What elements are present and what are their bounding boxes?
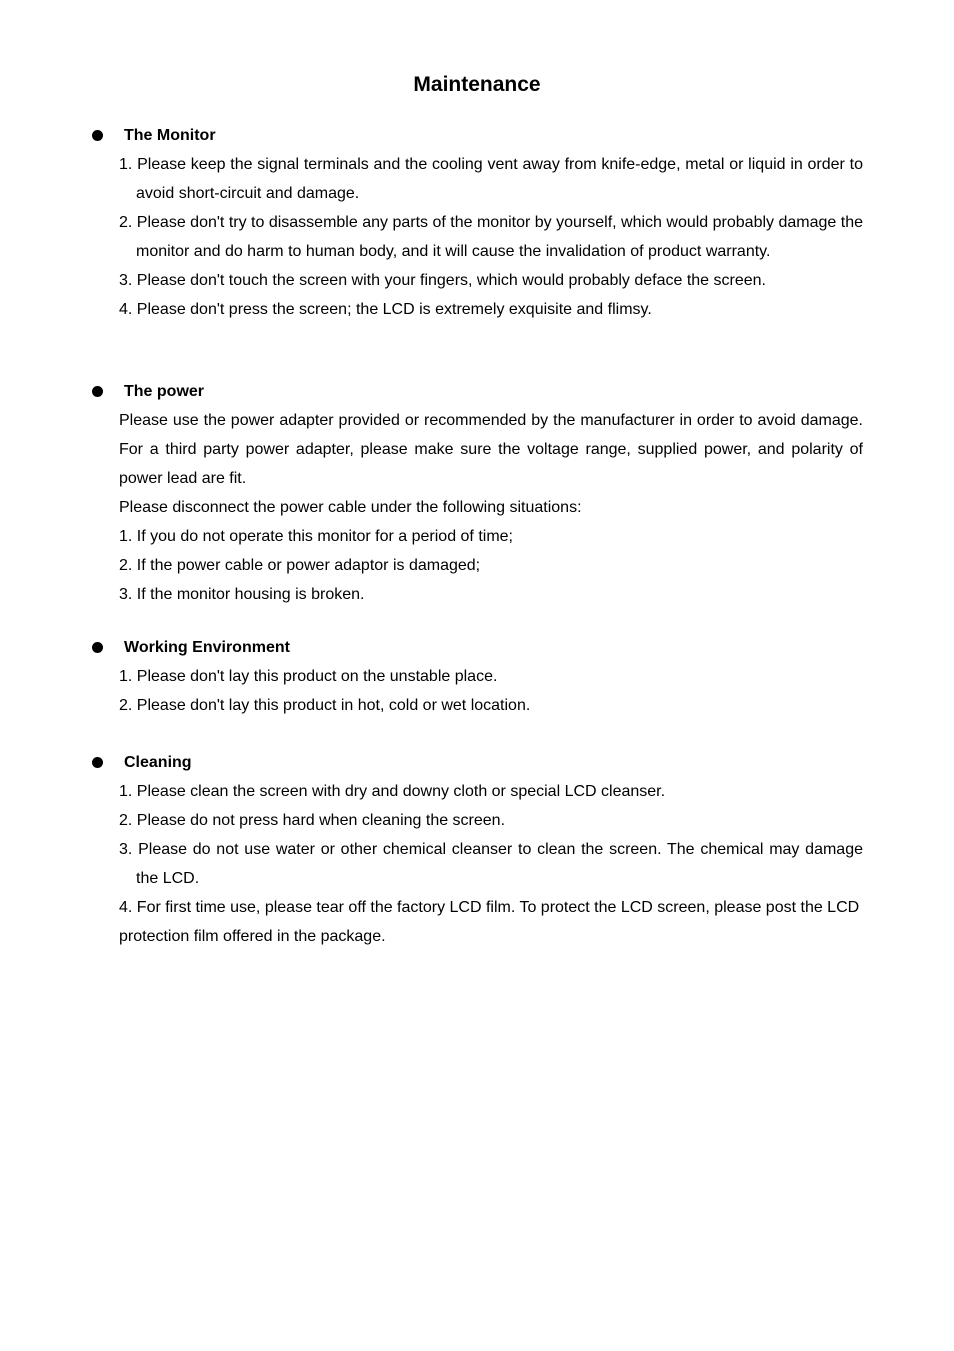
paragraph: Please disconnect the power cable under the following situations:: [119, 499, 582, 516]
list-item: 3. If the monitor housing is broken.: [119, 586, 365, 603]
section-heading-text: Cleaning: [124, 754, 192, 771]
list-item: 1. If you do not operate this monitor for a period of time;: [119, 528, 513, 545]
page-title: Maintenance: [413, 73, 541, 96]
list-item: 1. Please don't lay this product on the unstable place.: [119, 668, 498, 685]
section-heading: [0, 377, 954, 406]
list-item: 4. Please don't press the screen; the LCD is extremely exquisite and flimsy.: [119, 301, 652, 318]
list-item: 4. For first time use, please tear off the factory LCD film. To protect the LCD screen, please post the LCD protection film offered in the package.: [119, 899, 860, 945]
bullet-icon: [92, 757, 103, 768]
section-heading: [0, 748, 954, 777]
list-item: 2. Please don't try to disassemble any parts of the monitor by yourself, which would probably damage the monitor and do harm to human body, and it will cause the invalidation of product warranty.: [119, 214, 863, 260]
section-working-environment: [0, 633, 954, 720]
list-item: 1. Please keep the signal terminals and the cooling vent away from knife-edge, metal or liquid in order to avoid short-circuit and damage.: [119, 156, 863, 202]
section-heading-text: The power: [124, 383, 205, 400]
list-item: 2. Please don't lay this product in hot, cold or wet location.: [119, 697, 531, 714]
list-item: 2. If the power cable or power adaptor is damaged;: [119, 557, 481, 574]
section-heading-text: The Monitor: [124, 127, 216, 144]
list-item: 2. Please do not press hard when cleaning the screen.: [119, 812, 506, 829]
list-item: 1. Please clean the screen with dry and downy cloth or special LCD cleanser.: [119, 783, 666, 800]
bullet-icon: [92, 642, 103, 653]
list-item: 3. Please don't touch the screen with your fingers, which would probably deface the screen.: [119, 272, 766, 289]
section-cleaning: [0, 748, 954, 951]
section-heading-text: Working Environment: [124, 639, 290, 656]
section-the-monitor: [0, 121, 954, 324]
section-heading: [0, 633, 954, 662]
bullet-icon: [92, 130, 103, 141]
bullet-icon: [92, 386, 103, 397]
section-heading: [0, 121, 954, 150]
list-item: 3. Please do not use water or other chemical cleanser to clean the screen. The chemical may damage the LCD.: [119, 841, 863, 887]
section-the-power: [0, 377, 954, 609]
paragraph: Please use the power adapter provided or recommended by the manufacturer in order to avoid damage. For a third party power adapter, please make sure the voltage range, supplied power, and polarity of power lead are fit.: [119, 412, 863, 487]
